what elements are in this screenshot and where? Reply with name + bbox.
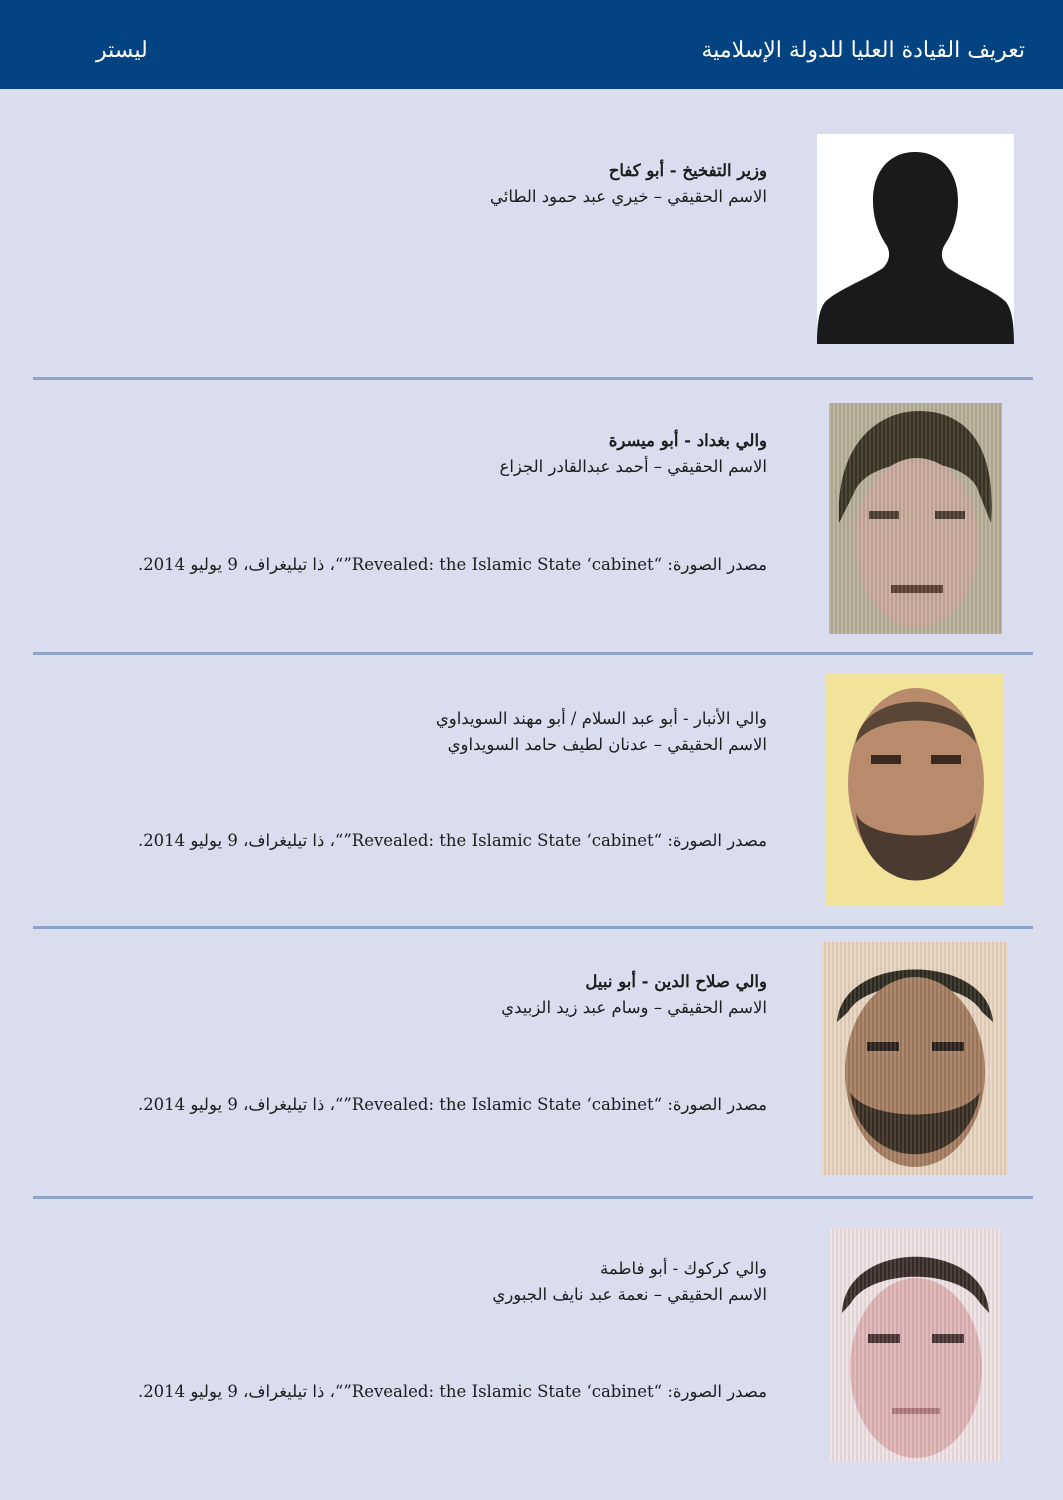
entry-2-source: مصدر الصورة: “Revealed: the Islamic State ‘cabinet”“، ذا تيليغراف، 9 يوليو 2014.	[137, 555, 767, 574]
page-header	[0, 0, 1063, 89]
entry-3-real-name: الاسم الحقيقي – عدنان لطيف حامد السويداوي	[447, 735, 767, 754]
page-title: تعريف القيادة العليا للدولة الإسلامية	[701, 38, 1025, 63]
entry-2-text	[127, 428, 767, 480]
brand-name: ليستر	[96, 38, 148, 63]
entry-3-text	[127, 706, 767, 758]
entry-4-text	[127, 969, 767, 1021]
entry-2-title: والي بغداد - أبو ميسرة	[608, 431, 767, 450]
person-silhouette-icon	[817, 134, 1014, 344]
entry-4-source: مصدر الصورة: “Revealed: the Islamic State ‘cabinet”“، ذا تيليغراف، 9 يوليو 2014.	[137, 1095, 767, 1114]
entry-1-title: وزير التفخيخ - أبو كفاح	[608, 161, 767, 180]
portrait-photo-5	[830, 1228, 1001, 1462]
entry-3-title: والي الأنبار - أبو عبد السلام / أبو مهند السويداوي	[435, 709, 767, 728]
entry-1-text	[127, 158, 767, 210]
portrait-photo-2	[829, 403, 1002, 634]
entry-4-real-name: الاسم الحقيقي – وسام عبد زيد الزبيدي	[501, 998, 767, 1017]
entry-2-real-name: الاسم الحقيقي – أحمد عبدالقادر الجزاع	[499, 457, 767, 476]
entry-1-real-name: الاسم الحقيقي – خيري عبد حمود الطائي	[489, 187, 767, 206]
entry-5-title: والي كركوك - أبو فاطمة	[600, 1259, 767, 1278]
entry-4-title: والي صلاح الدين - أبو نبيل	[585, 972, 767, 991]
entry-5-source: مصدر الصورة: “Revealed: the Islamic State ‘cabinet”“، ذا تيليغراف، 9 يوليو 2014.	[137, 1382, 767, 1401]
entry-5-real-name: الاسم الحقيقي – نعمة عبد نايف الجبوري	[492, 1285, 767, 1304]
entry-3-source: مصدر الصورة: “Revealed: the Islamic State ‘cabinet”“، ذا تيليغراف، 9 يوليو 2014.	[137, 831, 767, 850]
portrait-photo-3	[826, 673, 1004, 905]
portrait-photo-4	[822, 942, 1008, 1175]
divider	[33, 652, 1033, 655]
entry-5-text	[127, 1256, 767, 1308]
silhouette-photo	[817, 134, 1014, 344]
divider	[33, 1196, 1033, 1199]
divider	[33, 926, 1033, 929]
portrait-3-icon	[826, 673, 1004, 905]
divider	[33, 377, 1033, 380]
